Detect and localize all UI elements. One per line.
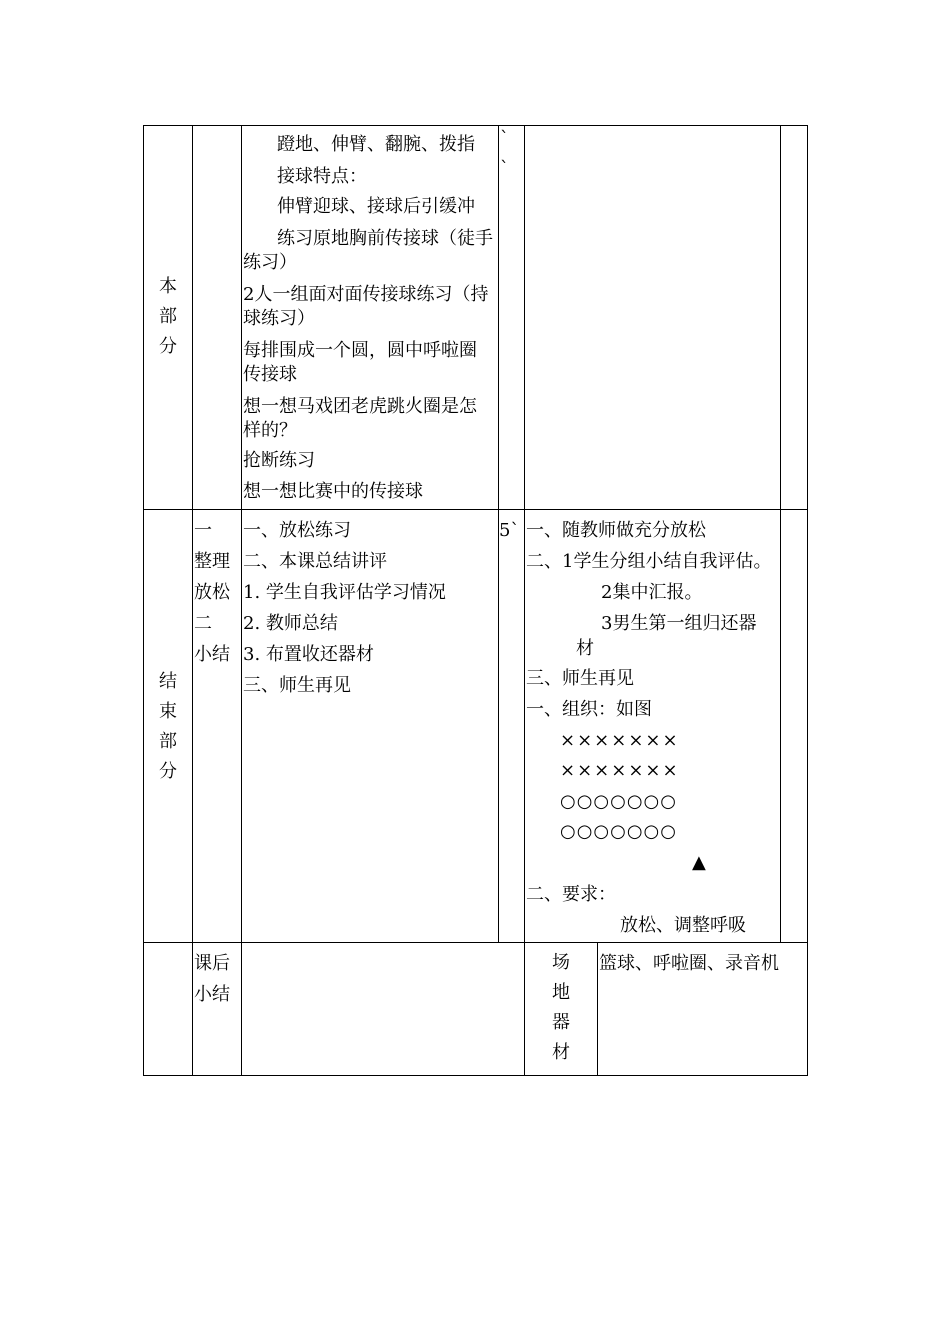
sub-label: 一 (194, 520, 212, 541)
content-line: 接球特点： (277, 166, 367, 187)
table-left-border (143, 125, 144, 1076)
formation-row-cross: ××××××× (560, 730, 680, 751)
table-top-border (143, 125, 808, 126)
content-line: 想一想马戏团老虎跳火圈是怎 (243, 396, 477, 417)
section-label-main (153, 272, 183, 362)
org-line: 二、1学生分组小结自我评估。 (526, 551, 772, 572)
content-line: 二、本课总结讲评 (243, 551, 387, 572)
content-line: 三、师生再见 (243, 675, 351, 696)
sub-label: 放松 (194, 582, 230, 603)
label-char: 材 (552, 1042, 570, 1063)
content-line: 伸臂迎球、接球后引缓冲 (277, 196, 475, 217)
label-char: 器 (552, 1012, 570, 1033)
org-line: 2集中汇报。 (601, 582, 703, 603)
section-label-end (153, 667, 183, 787)
after-class-label: 课后 (194, 953, 230, 974)
label-char: 场 (552, 952, 570, 973)
content-line: 每排围成一个圆，圆中呼啦圈 (243, 340, 477, 361)
formation-row-circle: ○○○○○○○ (560, 791, 677, 812)
sub-label: 整理 (194, 551, 230, 572)
content-line: 抢断练习 (243, 450, 315, 471)
label-char: 地 (552, 982, 570, 1003)
content-line: 一、放松练习 (243, 520, 351, 541)
formation-row-circle: ○○○○○○○ (560, 821, 677, 842)
row-divider-1 (143, 509, 808, 510)
content-line: 练习） (243, 252, 297, 273)
col-divider-note (780, 125, 781, 943)
sub-label: 二 (194, 613, 212, 634)
label-char: 束 (159, 701, 177, 722)
content-line: 练习原地胸前传接球（徒手 (277, 228, 493, 249)
table-right-border (807, 125, 808, 1076)
time-mark: ` (500, 128, 509, 149)
col-divider-sub (241, 125, 242, 1076)
content-line: 2. 教师总结 (243, 613, 338, 634)
org-line: 材 (576, 638, 594, 659)
label-char: 本 (159, 276, 177, 297)
content-line: 传接球 (243, 364, 297, 385)
content-line: 1. 学生自我评估学习情况 (243, 582, 446, 603)
row-divider-2 (143, 942, 808, 943)
content-line: 想一想比赛中的传接球 (243, 481, 423, 502)
content-line: 样的？ (243, 420, 297, 441)
time-value: 5` (499, 520, 520, 541)
label-char: 部 (159, 731, 177, 752)
org-line: 二、要求： (526, 884, 616, 905)
content-line: 蹬地、伸臂、翻腕、拨指 (277, 134, 475, 155)
org-line: 3男生第一组归还器 (601, 613, 757, 634)
org-line: 三、师生再见 (526, 668, 634, 689)
org-line: 一、组织：如图 (526, 699, 652, 720)
col-divider-venue (597, 943, 598, 1076)
table-bottom-border (143, 1075, 808, 1076)
content-line: 2人一组面对面传接球练习（持 (243, 284, 489, 305)
label-char: 结 (159, 671, 177, 692)
org-line: 放松、调整呼吸 (620, 915, 746, 936)
after-class-label: 小结 (194, 984, 230, 1005)
content-line: 3. 布置收还器材 (243, 644, 374, 665)
org-line: 一、随教师做充分放松 (526, 520, 706, 541)
time-mark: ` (500, 158, 509, 179)
formation-row-cross: ××××××× (560, 760, 680, 781)
col-divider-label (192, 125, 193, 1076)
label-char: 分 (159, 761, 177, 782)
label-char: 分 (159, 336, 177, 357)
col-divider-org (524, 125, 525, 1076)
content-line: 球练习） (243, 308, 315, 329)
label-char: 部 (159, 306, 177, 327)
sub-label: 小结 (194, 644, 230, 665)
teacher-triangle-icon: ▲ (692, 852, 706, 873)
equipment-list: 篮球、呼啦圈、录音机 (599, 953, 779, 974)
venue-label (546, 948, 576, 1068)
